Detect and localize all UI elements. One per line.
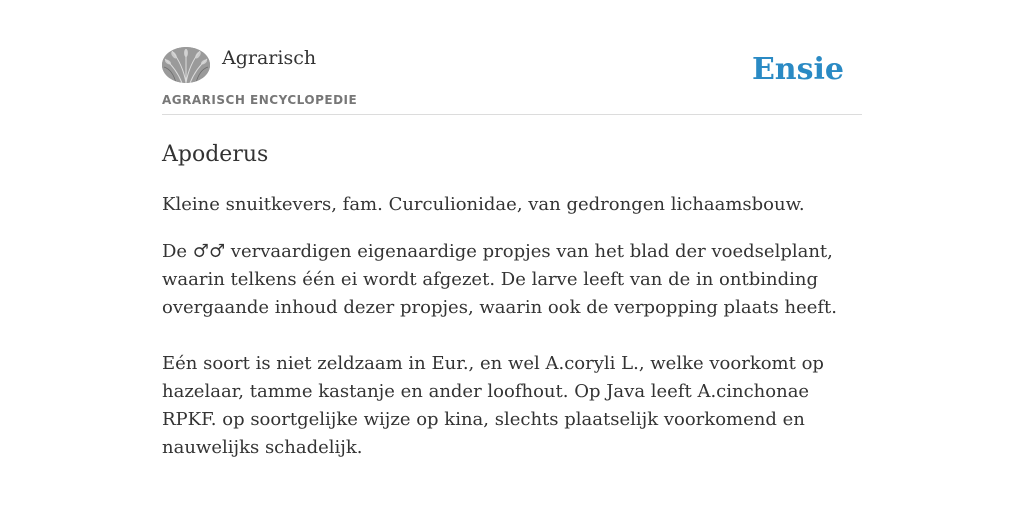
- article-page: [162, 46, 862, 462]
- source-name[interactable]: Agrarisch: [222, 47, 317, 69]
- source-subtitle: AGRARISCH ENCYCLOPEDIE: [162, 93, 358, 107]
- grain-logo-icon[interactable]: [162, 47, 210, 83]
- article-paragraph: De ♂♂ vervaardigen eigenaardige propjes van het blad der voedselplant, waarin telkens één ei wordt afgezet. De larve leeft van de in ontbinding overgaande inhoud dezer propjes, waarin ook de verpopping plaats heeft.: [162, 241, 838, 318]
- ensie-brand-link[interactable]: Ensie: [751, 52, 844, 87]
- article-paragraph: Eén soort is niet zeldzaam in Eur., en wel A.coryli L., welke voorkomt op hazelaar, tamme kastanje en ander loofhout. Op Java leeft A.cinchonae RPKF. op soortgelijke wijze op kina, slechts plaatselijk voorkomend en nauwelijks schadelijk.: [162, 353, 824, 458]
- article-title: Apoderus: [162, 142, 269, 167]
- article-paragraph: Kleine snuitkevers, fam. Curculionidae, van gedrongen lichaamsbouw.: [162, 194, 805, 215]
- header: [162, 46, 862, 115]
